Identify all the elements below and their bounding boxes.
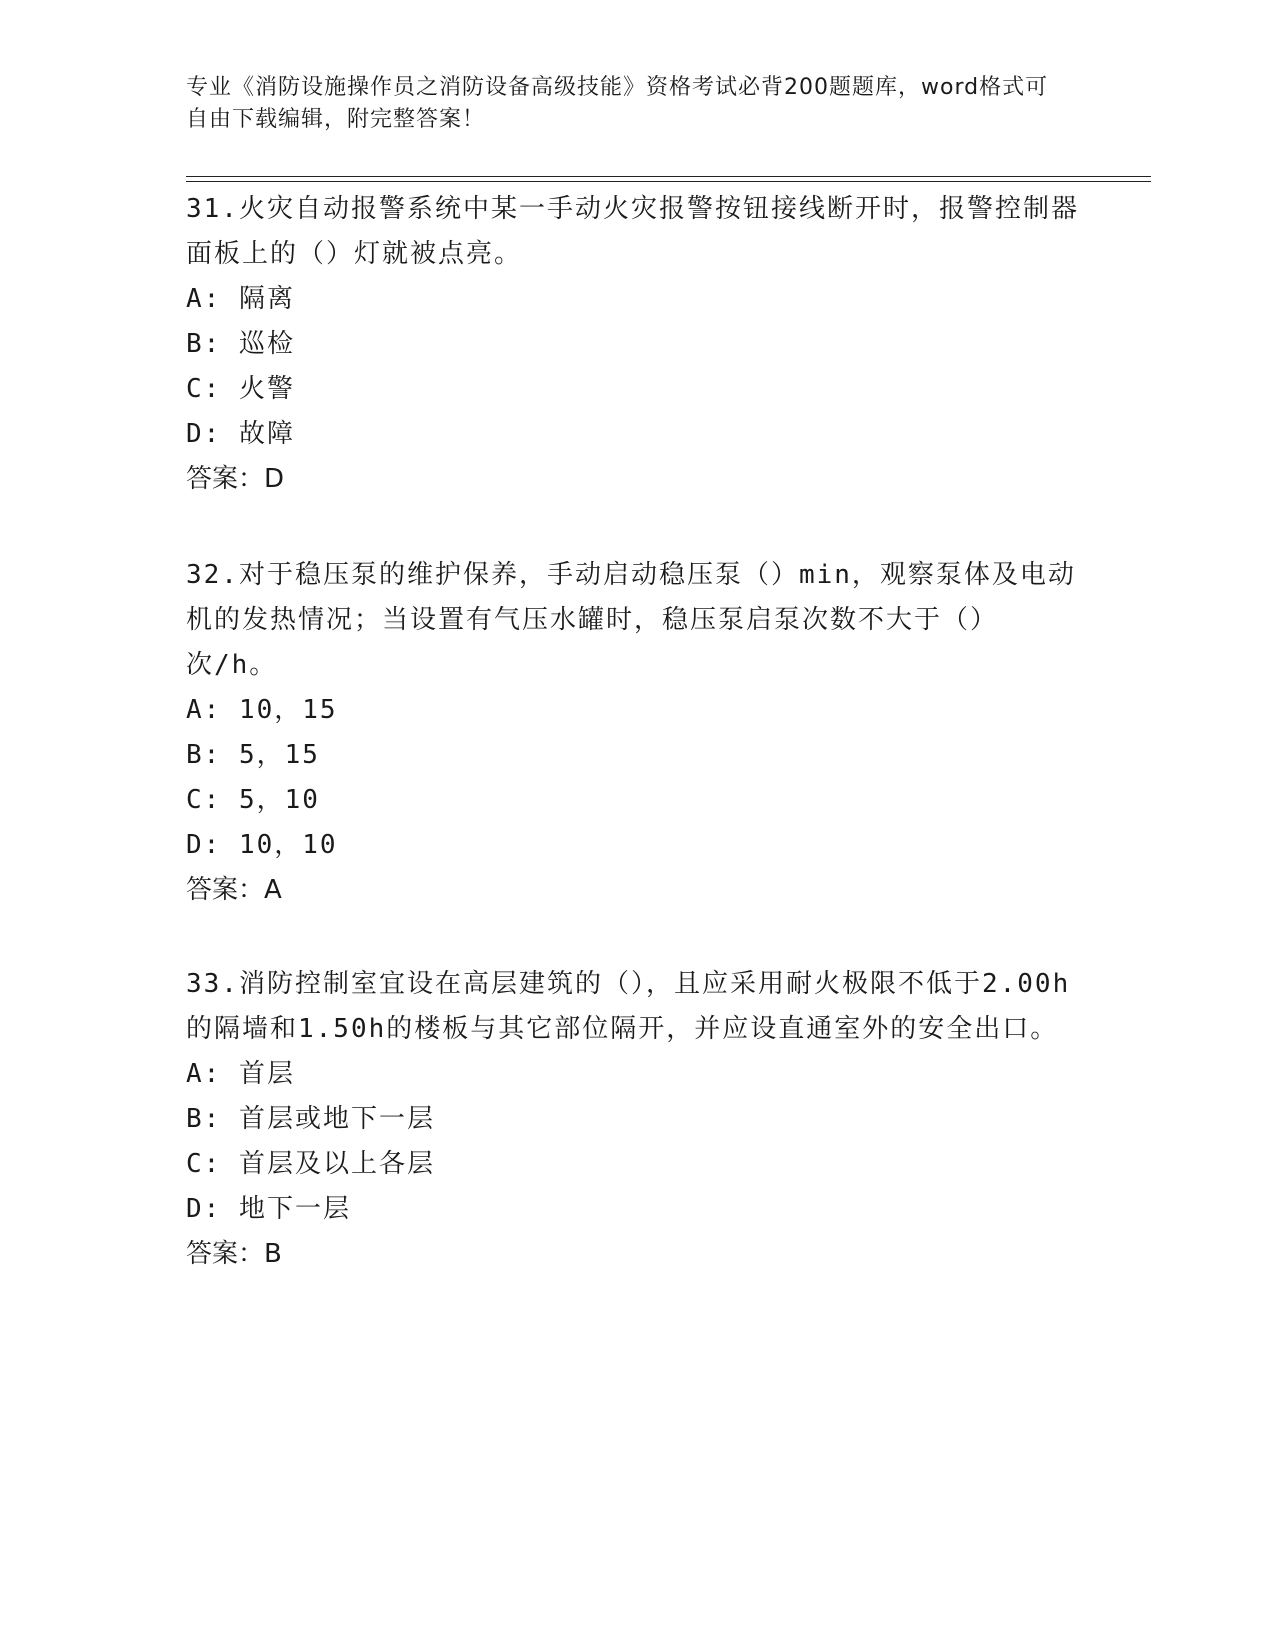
option-b: B: 首层或地下一层 bbox=[186, 1104, 435, 1134]
answer: 答案：A bbox=[186, 875, 282, 905]
document-header: 专业《消防设施操作员之消防设备高级技能》资格考试必背200题题库，word格式可自由下载编辑，附完整答案！ bbox=[186, 75, 1049, 132]
question-31 bbox=[186, 187, 1086, 502]
option-b: B: 5，15 bbox=[186, 740, 320, 770]
option-a: A: 首层 bbox=[186, 1059, 295, 1089]
option-d: D: 故障 bbox=[186, 419, 295, 449]
header-divider-bottom bbox=[186, 181, 1151, 182]
option-d: D: 地下一层 bbox=[186, 1194, 351, 1224]
option-a: A: 10，15 bbox=[186, 695, 338, 725]
answer: 答案：D bbox=[186, 464, 285, 494]
option-c: C: 首层及以上各层 bbox=[186, 1149, 435, 1179]
question-33 bbox=[186, 962, 1086, 1277]
header-divider-top bbox=[186, 176, 1151, 177]
answer: 答案：B bbox=[186, 1239, 282, 1269]
option-c: C: 火警 bbox=[186, 374, 295, 404]
question-stem: 33.消防控制室宜设在高层建筑的（），且应采用耐火极限不低于2.00h的隔墙和1.50h的楼板与其它部位隔开，并应设直通室外的安全出口。 bbox=[186, 969, 1071, 1044]
question-32 bbox=[186, 553, 1086, 913]
option-d: D: 10，10 bbox=[186, 830, 338, 860]
option-c: C: 5，10 bbox=[186, 785, 320, 815]
question-stem: 32.对于稳压泵的维护保养，手动启动稳压泵（）min，观察泵体及电动机的发热情况；当设置有气压水罐时，稳压泵启泵次数不大于（）次/h。 bbox=[186, 560, 1076, 680]
question-stem: 31.火灾自动报警系统中某一手动火灾报警按钮接线断开时，报警控制器面板上的（）灯就被点亮。 bbox=[186, 194, 1079, 269]
option-a: A: 隔离 bbox=[186, 284, 295, 314]
option-b: B: 巡检 bbox=[186, 329, 295, 359]
